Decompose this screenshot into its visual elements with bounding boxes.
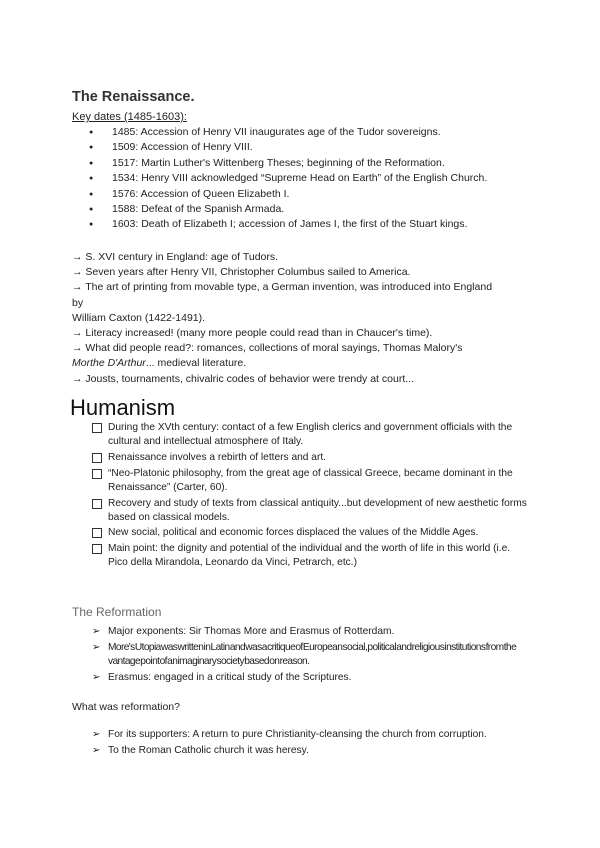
checklist-item: [92, 451, 532, 465]
notes-section: [72, 250, 542, 387]
note-line: → S. XVI century in England: age of Tudors.: [72, 251, 279, 263]
note-line: → Jousts, tournaments, chivalric codes of behavior were trendy at court...: [72, 372, 414, 385]
list-text: Erasmus: engaged in a critical study of the Scriptures.: [108, 671, 352, 683]
checklist-text: “Neo-Platonic philosophy, from the great age of classical Greece, became dominant in the Renaissance” (Carter, 60).: [108, 467, 513, 493]
page-title: The Renaissance.: [72, 89, 195, 105]
checklist-text: Recovery and study of texts from classical antiquity...but development of new aesthetic forms based on classical models.: [108, 497, 527, 523]
checklist-text: Main point: the dignity and potential of the individual and the worth of life in this world (i.e. Pico della Mirandola, Leonardo da Vinci, Petrarch, etc.): [108, 543, 511, 569]
note-text: ... medieval literature.: [145, 357, 247, 370]
key-dates-label: Key dates (1485-1603):: [72, 111, 187, 123]
checkbox-icon[interactable]: [92, 469, 102, 479]
checkbox-icon[interactable]: [92, 528, 102, 538]
book-title: Morthe D'Arthur: [72, 357, 146, 370]
arrowhead-icon: ➢: [92, 729, 101, 740]
list-item: [92, 625, 542, 640]
arrowhead-icon: ➢: [92, 641, 100, 653]
checkbox-icon[interactable]: [92, 499, 102, 509]
checklist-text: During the XVth century: contact of a few English clerics and government officials with the cultural and intellectual atmosphere of Italy.: [108, 422, 513, 448]
note-line: → Seven years after Henry VII, Christopher Columbus sailed to America.: [72, 266, 411, 279]
list-item: [92, 641, 542, 670]
checkbox-icon[interactable]: [92, 544, 102, 554]
reformation-heading: The Reformation: [72, 605, 162, 619]
checkbox-icon[interactable]: [92, 423, 102, 433]
checklist-item: [92, 421, 532, 449]
list-item: ● 1485: Accession of Henry VII inaugurates age of the Tudor sovereigns.: [72, 125, 552, 140]
checklist-item: [92, 467, 532, 495]
list-item: [92, 744, 542, 759]
list-item: ● 1534: Henry VIII acknowledged “Supreme Head on Earth” of the English Church.: [72, 171, 552, 186]
checklist-item: [92, 526, 532, 540]
humanism-checklist: [92, 421, 532, 572]
reformation-list: [92, 625, 542, 686]
list-item: ● 1588: Defeat of the Spanish Armada.: [72, 202, 552, 217]
note-line: [72, 356, 542, 371]
checklist-item: [92, 542, 532, 570]
list-text: To the Roman Catholic church it was heresy.: [108, 744, 309, 756]
note-line: → Literacy increased! (many more people could read than in Chaucer's time).: [72, 327, 433, 340]
checkbox-icon[interactable]: [92, 453, 102, 463]
list-item: [92, 728, 542, 743]
note-line: → The art of printing from movable type, a German invention, was introduced into England: [72, 281, 493, 294]
arrowhead-icon: ➢: [92, 744, 101, 756]
note-line: William Caxton (1422-1491).: [72, 311, 206, 324]
note-line: → What did people read?: romances, collections of moral sayings, Thomas Malory's: [72, 342, 463, 355]
answers-list: [92, 728, 542, 759]
list-item: ● 1603: Death of Elizabeth I; accession of James I, the first of the Stuart kings.: [72, 217, 552, 232]
checklist-text: Renaissance involves a rebirth of letters and art.: [108, 451, 327, 463]
reformation-question: What was reformation?: [72, 701, 180, 713]
checklist-item: [92, 497, 532, 525]
list-item: [92, 671, 542, 686]
list-item: ● 1517: Martin Luther's Wittenberg Theses; beginning of the Reformation.: [72, 156, 552, 171]
list-text: More's Utopia was written in Latin and was a critique of European social, political and religious institutions from the vantage point of an imaginary society based on reason.: [108, 641, 517, 667]
list-item: ● 1509: Accession of Henry VIII.: [72, 140, 552, 155]
checklist-text: New social, political and economic forces displaced the values of the Middle Ages.: [108, 527, 479, 539]
humanism-heading: Humanism: [70, 395, 176, 420]
list-item: ● 1576: Accession of Queen Elizabeth I.: [72, 187, 552, 202]
list-text: Major exponents: Sir Thomas More and Erasmus of Rotterdam.: [108, 626, 395, 637]
note-line: by: [72, 296, 84, 309]
key-dates-list: [72, 125, 552, 233]
arrowhead-icon: ➢: [92, 671, 101, 683]
arrowhead-icon: ➢: [92, 626, 101, 637]
list-text: For its supporters: A return to pure Christianity-cleansing the church from corruption.: [108, 729, 487, 740]
